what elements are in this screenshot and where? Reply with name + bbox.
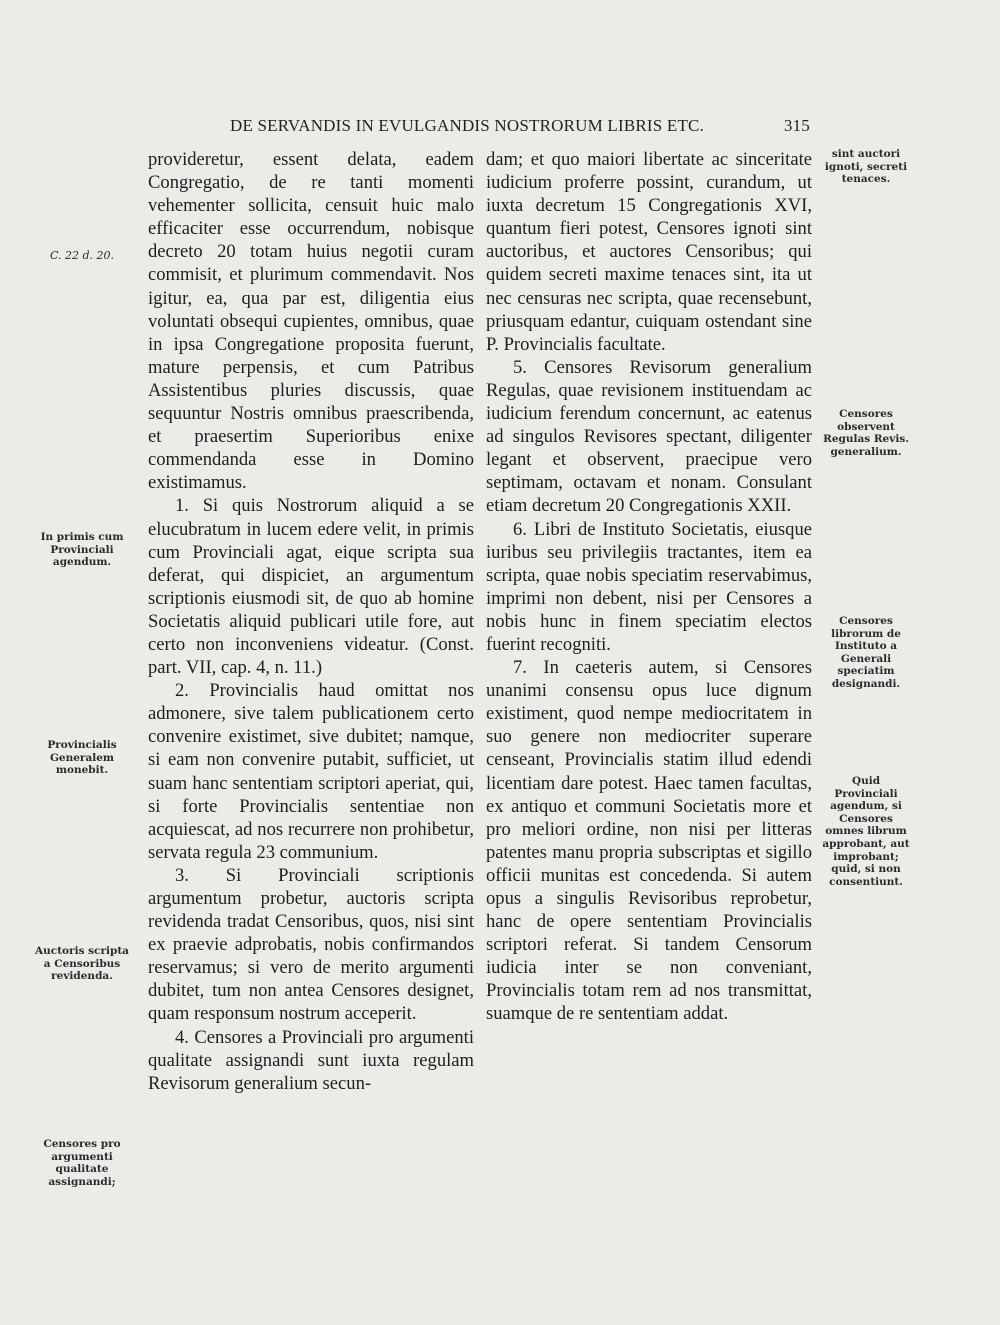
left-column bbox=[148, 148, 474, 1095]
margin-note-general: Provincialis Generalem monebit. bbox=[47, 739, 117, 777]
margin-note-rules: Censores observent Regulas Revis. generalium. bbox=[823, 408, 909, 458]
paragraph: 6. Libri de Instituto Societatis, eiusque iuribus seu privilegiis tractantes, item ea scripta, quae nobis speciatim reservabimus, imprimi non debent, nisi per Censores a nobis hunc in finem speciatim electos fuerint recogniti. bbox=[486, 518, 812, 655]
margin-note-reference: C. 22 d. 20. bbox=[49, 249, 115, 262]
margin-note-censors-assign: Censores pro argumenti qualitate assignandi; bbox=[43, 1138, 121, 1188]
margin-note-provincial: In primis cum Provinciali agendum. bbox=[40, 531, 124, 569]
right-column bbox=[486, 148, 812, 1026]
paragraph: dam; et quo maiori libertate ac sinceritate iudicium proferre possint, curandum, ut iuxta decretum 15 Congregationis XVI, quantum fieri potest, Censores ignoti sint auctoribus, et auctores Censoribus; qui quidem secreti maxime tenaces sint, ita ut nec censuras nec scripta, quae recensebunt, priusquam edantur, cuiquam ostendant sine P. Provincialis facultate. bbox=[486, 149, 812, 355]
margin-note-censors-review: Auctoris scripta a Censoribus revidenda. bbox=[35, 945, 129, 983]
paragraph: provideretur, essent delata, eadem Congregatio, de re tanti momenti vehementer sollicita, censuit huic malo efficaciter esse occurrendum, nobisque decreto 20 totam huius negotii curam commisit, et plurimum commendavit. Nos igitur, ea, qua par est, diligentia eius voluntati obsequi cupientes, omnibus, quae in ipsa Congregatione proposita fuerunt, mature perpensis, et cum Patribus Assistentibus pluries discussis, quae sequuntur Nostris omnibus praescribenda, et praesertim Superioribus enixe commendanda esse in Domino existimamus. bbox=[148, 149, 474, 494]
margin-note-secret: sint auctori ignoti, secreti tenaces. bbox=[824, 148, 908, 186]
margin-note-procedure: Quid Provinciali agendum, si Censores omnes librum approbant, aut improbant; quid, si non consentiunt. bbox=[822, 775, 910, 888]
page-number: 315 bbox=[783, 116, 810, 135]
paragraph: 3. Si Provinciali scriptionis argumentum probetur, auctoris scripta revidenda tradat Censoribus, quos, nisi sint ex praevie adprobatis, nobis confirmandos reservamus; si vero de merito argumenti dubitet, tum non antea Censores designet, quam responsum nostrum acceperit. bbox=[148, 864, 474, 1025]
paragraph: 4. Censores a Provinciali pro argumenti qualitate assignandi sunt iuxta regulam Revisorum generalium secun- bbox=[148, 1026, 474, 1094]
paragraph: 7. In caeteris autem, si Censores unanimi consensu opus luce dignum existiment, quod nempe mediocritatem in suo genere non mediocriter superare censeant, Provincialis statim illud edendi licentiam dare potest. Haec tamen facultas, ex antiquo et communi Societatis more et pro meliori ordine, non nisi per litteras patentes manu propria subscriptas et sigillo officii munitas est concedenda. Si autem opus a singulis Revisoribus reprobetur, hanc de opere sententiam Provincialis scriptori referat. Si tandem Censorum iudicia inter se non conveniant, Provincialis totam rem ad nos transmittat, suamque de re sententiam addat. bbox=[486, 657, 812, 1025]
paragraph: 2. Provincialis haud omittat nos admonere, sive talem publicationem certo convenire existimet, sive dubitet; namque, si eam non convenire putabit, sufficiet, ut suam hanc sententiam scriptori aperiat, qui, si forte Provincialis sententiae non acquiescat, ad nos recurrere non prohibetur, servata regula 23 communium. bbox=[148, 680, 474, 863]
margin-note-institute: Censores librorum de Instituto a Generali speciatim designandi. bbox=[831, 615, 901, 690]
paragraph: 1. Si quis Nostrorum aliquid a se elucubratum in lucem edere velit, in primis cum Provinciali agat, eique scripta sua deferat, qui dispiciet, an argumentum scriptionis eiusmodi sit, de quo ab homine Societatis aliquid publicari utile fore, aut certo non inconveniens videatur. (Const. part. VII, cap. 4, n. 11.) bbox=[148, 495, 474, 679]
paragraph: 5. Censores Revisorum generalium Regulas, quae revisionem instituendam ac iudicium ferendum concernunt, ac eatenus ad singulos Revisores spectant, diligenter legant et observent, praecipue vero septimam, octavam et nonam. Consulant etiam decretum 20 Congregationis XXII. bbox=[486, 356, 812, 517]
running-title: DE SERVANDIS IN EVULGANDIS NOSTRORUM LIBRIS ETC. bbox=[230, 116, 705, 135]
